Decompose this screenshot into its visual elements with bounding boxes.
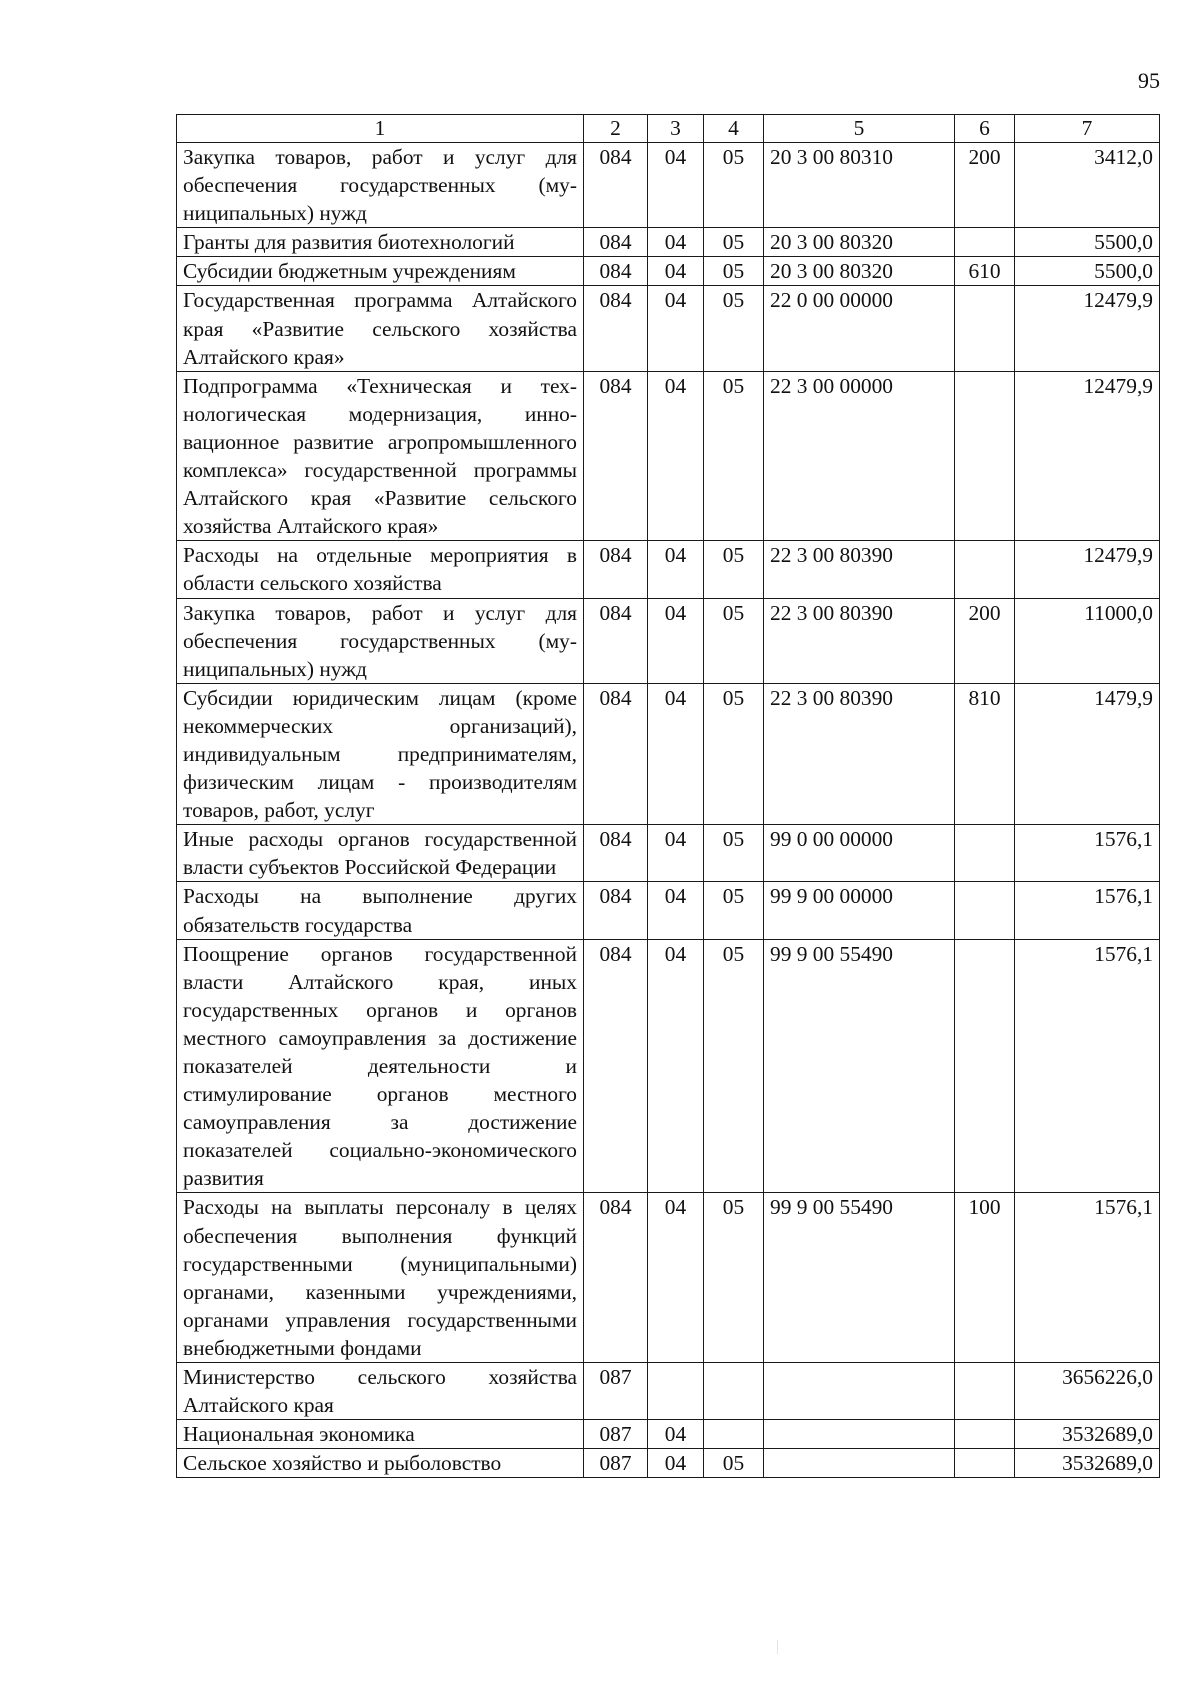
ministry-code-cell: 087: [584, 1420, 648, 1449]
expense-type-cell: [955, 825, 1015, 882]
subsection-code-cell: 05: [704, 825, 764, 882]
ministry-code-cell: 087: [584, 1449, 648, 1478]
table-row: [177, 541, 1160, 598]
ministry-code-cell: 084: [584, 825, 648, 882]
target-article-cell: 22 3 00 80390: [764, 541, 955, 598]
header-cell: 1: [177, 115, 584, 143]
ministry-code-cell: 084: [584, 598, 648, 683]
target-article-cell: 20 3 00 80320: [764, 257, 955, 286]
expense-type-cell: [955, 882, 1015, 939]
expense-type-cell: 610: [955, 257, 1015, 286]
table-row: [177, 1449, 1160, 1478]
amount-cell: 12479,9: [1015, 286, 1160, 371]
section-code-cell: 04: [648, 1449, 704, 1478]
table-row: [177, 371, 1160, 541]
header-row: [177, 115, 1160, 143]
item-name-cell: Поощрение органов государственной власти Алтайского края, иных государственных органов и органов местного самоуправления за достижение показателей деятельности и стимулирование органов местного самоуправления за достижение показателей социально-экономического развития: [177, 939, 584, 1193]
amount-cell: 3656226,0: [1015, 1363, 1160, 1420]
ministry-code-cell: 084: [584, 1193, 648, 1363]
target-article-cell: 99 0 00 00000: [764, 825, 955, 882]
section-code-cell: 04: [648, 257, 704, 286]
expense-type-cell: [955, 371, 1015, 541]
header-cell: 3: [648, 115, 704, 143]
section-code-cell: 04: [648, 228, 704, 257]
target-article-cell: 99 9 00 00000: [764, 882, 955, 939]
section-code-cell: 04: [648, 825, 704, 882]
table-row: [177, 286, 1160, 371]
target-article-cell: 20 3 00 80310: [764, 143, 955, 228]
item-name-cell: Расходы на выплаты персоналу в целях обеспечения выполнения функций государственными (муниципальными) органами, казенными учреждениями, органами управления государственными внебюджетными фондами: [177, 1193, 584, 1363]
target-article-cell: 22 0 00 00000: [764, 286, 955, 371]
page-number: 95: [1138, 68, 1160, 93]
subsection-code-cell: 05: [704, 939, 764, 1193]
table-row: [177, 882, 1160, 939]
expense-type-cell: [955, 286, 1015, 371]
target-article-cell: [764, 1363, 955, 1420]
amount-cell: 1479,9: [1015, 683, 1160, 824]
subsection-code-cell: [704, 1363, 764, 1420]
ministry-code-cell: 084: [584, 257, 648, 286]
table-row: [177, 257, 1160, 286]
table-row: [177, 683, 1160, 824]
ministry-code-cell: 084: [584, 939, 648, 1193]
table-row: [177, 1193, 1160, 1363]
amount-cell: 5500,0: [1015, 228, 1160, 257]
expense-type-cell: 200: [955, 143, 1015, 228]
item-name-cell: Закупка товаров, работ и услуг для обеспечения государственных (муниципальных) нужд: [177, 143, 584, 228]
ministry-code-cell: 084: [584, 143, 648, 228]
table-body: [177, 143, 1160, 1478]
section-code-cell: 04: [648, 286, 704, 371]
expense-type-cell: [955, 1363, 1015, 1420]
table-row: [177, 825, 1160, 882]
ministry-code-cell: 084: [584, 371, 648, 541]
ministry-code-cell: 084: [584, 541, 648, 598]
amount-cell: 1576,1: [1015, 825, 1160, 882]
subsection-code-cell: 05: [704, 1193, 764, 1363]
table-row: [177, 598, 1160, 683]
subsection-code-cell: 05: [704, 257, 764, 286]
amount-cell: 3532689,0: [1015, 1449, 1160, 1478]
item-name-cell: Сельское хозяйство и рыболовство: [177, 1449, 584, 1478]
subsection-code-cell: 05: [704, 882, 764, 939]
expense-type-cell: 100: [955, 1193, 1015, 1363]
item-name-cell: Министерство сельского хозяйства Алтайского края: [177, 1363, 584, 1420]
section-code-cell: 04: [648, 143, 704, 228]
expense-type-cell: 810: [955, 683, 1015, 824]
scan-smudge: [777, 1640, 778, 1654]
target-article-cell: 99 9 00 55490: [764, 1193, 955, 1363]
header-cell: 2: [584, 115, 648, 143]
section-code-cell: 04: [648, 683, 704, 824]
expense-type-cell: [955, 1420, 1015, 1449]
ministry-code-cell: 084: [584, 286, 648, 371]
amount-cell: 12479,9: [1015, 541, 1160, 598]
ministry-code-cell: 084: [584, 228, 648, 257]
subsection-code-cell: 05: [704, 598, 764, 683]
subsection-code-cell: 05: [704, 143, 764, 228]
amount-cell: 3412,0: [1015, 143, 1160, 228]
subsection-code-cell: 05: [704, 228, 764, 257]
item-name-cell: Гранты для развития биотехнологий: [177, 228, 584, 257]
amount-cell: 5500,0: [1015, 257, 1160, 286]
expense-type-cell: 200: [955, 598, 1015, 683]
item-name-cell: Субсидии юридическим лицам (кроме некоммерческих организаций), индивидуальным предпринимателям, физическим лицам - производителям товаров, работ, услуг: [177, 683, 584, 824]
header-cell: 7: [1015, 115, 1160, 143]
ministry-code-cell: 087: [584, 1363, 648, 1420]
target-article-cell: 20 3 00 80320: [764, 228, 955, 257]
amount-cell: 1576,1: [1015, 939, 1160, 1193]
expense-type-cell: [955, 541, 1015, 598]
section-code-cell: 04: [648, 598, 704, 683]
target-article-cell: [764, 1449, 955, 1478]
target-article-cell: 22 3 00 80390: [764, 683, 955, 824]
amount-cell: 11000,0: [1015, 598, 1160, 683]
section-code-cell: [648, 1363, 704, 1420]
table-row: [177, 1363, 1160, 1420]
table-row: [177, 228, 1160, 257]
amount-cell: 1576,1: [1015, 1193, 1160, 1363]
expense-type-cell: [955, 1449, 1015, 1478]
target-article-cell: 99 9 00 55490: [764, 939, 955, 1193]
subsection-code-cell: 05: [704, 541, 764, 598]
section-code-cell: 04: [648, 541, 704, 598]
amount-cell: 1576,1: [1015, 882, 1160, 939]
expense-type-cell: [955, 228, 1015, 257]
item-name-cell: Расходы на выполнение других обязательств государства: [177, 882, 584, 939]
amount-cell: 12479,9: [1015, 371, 1160, 541]
item-name-cell: Субсидии бюджетным учреждениям: [177, 257, 584, 286]
item-name-cell: Закупка товаров, работ и услуг для обеспечения государственных (муниципальных) нужд: [177, 598, 584, 683]
ministry-code-cell: 084: [584, 882, 648, 939]
item-name-cell: Подпрограмма «Техническая и технологическая модернизация, инновационное развитие агропромышленного комплекса» государственной программы Алтайского края «Развитие сельского хозяйства Алтайского края»: [177, 371, 584, 541]
subsection-code-cell: [704, 1420, 764, 1449]
item-name-cell: Государственная программа Алтайского края «Развитие сельского хозяйства Алтайского края»: [177, 286, 584, 371]
target-article-cell: 22 3 00 00000: [764, 371, 955, 541]
section-code-cell: 04: [648, 882, 704, 939]
amount-cell: 3532689,0: [1015, 1420, 1160, 1449]
subsection-code-cell: 05: [704, 371, 764, 541]
subsection-code-cell: 05: [704, 683, 764, 824]
section-code-cell: 04: [648, 1420, 704, 1449]
section-code-cell: 04: [648, 371, 704, 541]
section-code-cell: 04: [648, 1193, 704, 1363]
section-code-cell: 04: [648, 939, 704, 1193]
target-article-cell: 22 3 00 80390: [764, 598, 955, 683]
item-name-cell: Расходы на отдельные мероприятия в области сельского хозяйства: [177, 541, 584, 598]
header-cell: 4: [704, 115, 764, 143]
expense-type-cell: [955, 939, 1015, 1193]
subsection-code-cell: 05: [704, 286, 764, 371]
target-article-cell: [764, 1420, 955, 1449]
item-name-cell: Национальная экономика: [177, 1420, 584, 1449]
item-name-cell: Иные расходы органов государственной власти субъектов Российской Федерации: [177, 825, 584, 882]
subsection-code-cell: 05: [704, 1449, 764, 1478]
header-cell: 6: [955, 115, 1015, 143]
table-row: [177, 143, 1160, 228]
budget-table: [176, 114, 1160, 1478]
table-row: [177, 939, 1160, 1193]
ministry-code-cell: 084: [584, 683, 648, 824]
header-cell: 5: [764, 115, 955, 143]
table-row: [177, 1420, 1160, 1449]
